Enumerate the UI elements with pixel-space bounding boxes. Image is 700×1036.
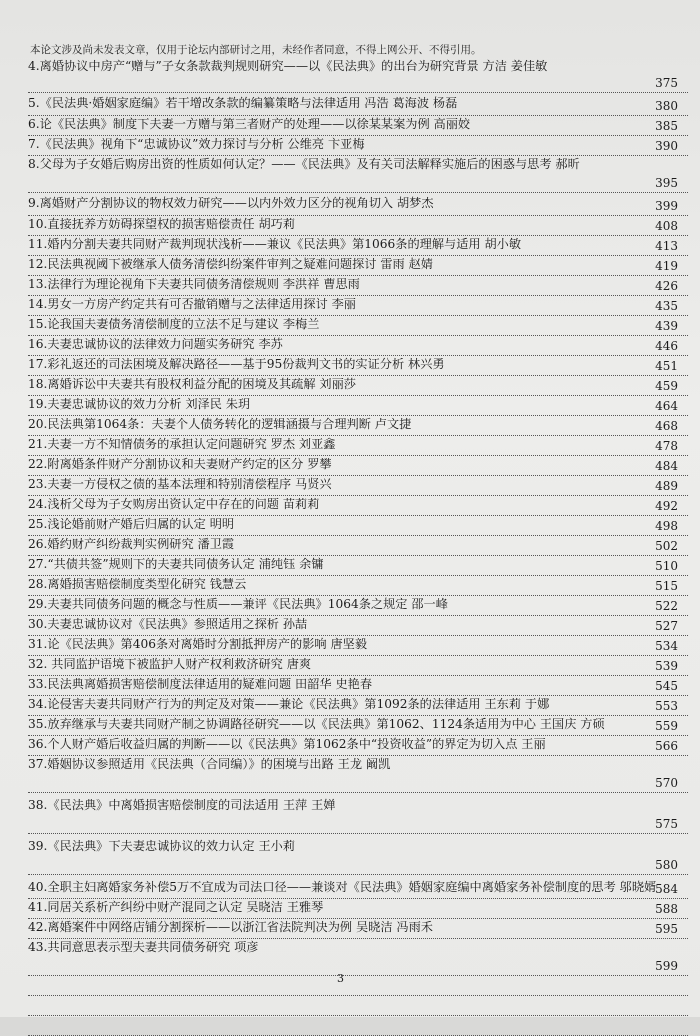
toc-entry: 39.《民法典》下夫妻忠诚协议的效力认定 王小莉 580 bbox=[28, 838, 688, 875]
toc-page-number: 588 bbox=[655, 902, 678, 916]
toc-entry: 43.共同意思表示型夫妻共同债务研究 项彦 599 bbox=[28, 939, 688, 976]
toc-entry: 42.离婚案件中网络店铺分割探析——以浙江省法院判决为例 吴晓洁 冯雨禾 595 bbox=[28, 919, 688, 939]
toc-entry: 17.彩礼返还的司法困境及解决路径——基于95份裁判文书的实证分析 林兴勇 451 bbox=[28, 356, 688, 376]
toc-entry: 29.夫妻共同债务问题的概念与性质——兼评《民法典》1064条之规定 邵一峰 522 bbox=[28, 596, 688, 616]
toc-page-number: 446 bbox=[655, 339, 678, 353]
toc-entry: 10.直接抚养方妨碍探望权的损害赔偿责任 胡巧莉 408 bbox=[28, 216, 688, 236]
toc-entry: 5.《民法典·婚姻家庭编》若干增改条款的编纂策略与法律适用 冯浩 葛海波 杨磊 380 bbox=[28, 95, 688, 116]
toc-page-number: 408 bbox=[655, 219, 678, 233]
toc-entry: 31.论《民法典》第406条对离婚时分割抵押房产的影响 唐坚毅 534 bbox=[28, 636, 688, 656]
toc-page-number: 580 bbox=[655, 858, 678, 872]
toc-entry: 14.男女一方房产约定共有可否撤销赠与之法律适用探讨 李丽 435 bbox=[28, 296, 688, 316]
toc-entry: 18.离婚诉讼中夫妻共有股权利益分配的困境及其疏解 刘丽莎 459 bbox=[28, 376, 688, 396]
toc-page-number: 566 bbox=[655, 739, 678, 753]
toc-entry: 27.“共债共签”规则下的夫妻共同债务认定 浦纯钰 余镛 510 bbox=[28, 556, 688, 576]
toc-entry: 37.婚姻协议参照适用《民法典（合同编）》的困境与出路 王龙 阚凯 570 bbox=[28, 756, 688, 793]
toc-page-number: 435 bbox=[655, 299, 678, 313]
toc-entry: 13.法律行为理论视角下夫妻共同债务清偿规则 李洪祥 曹思雨 426 bbox=[28, 276, 688, 296]
toc-entry: 28.离婚损害赔偿制度类型化研究 钱慧云 515 bbox=[28, 576, 688, 596]
toc-page-number: 399 bbox=[655, 199, 678, 213]
toc-entry: 41.同居关系析产纠纷中财产混同之认定 吴晓洁 王雅琴 588 bbox=[28, 899, 688, 919]
toc-page-number: 459 bbox=[655, 379, 678, 393]
toc-page-number: 484 bbox=[655, 459, 678, 473]
toc-entry: 7.《民法典》视角下“忠诚协议”效力探讨与分析 公维亮 卞亚梅 390 bbox=[28, 136, 688, 156]
toc-page-number: 498 bbox=[655, 519, 678, 533]
confidentiality-notice: 本论文涉及尚未发表文章，仅用于论坛内部研讨之用，未经作者同意，不得上网公开、不得引用。 bbox=[30, 44, 482, 56]
toc-entry bbox=[28, 996, 688, 1016]
toc-page-number: 545 bbox=[655, 679, 678, 693]
toc-page-number: 522 bbox=[655, 599, 678, 613]
toc-entry: 26.婚约财产纠纷裁判实例研究 潘卫霞 502 bbox=[28, 536, 688, 556]
toc-page-number: 395 bbox=[655, 176, 678, 190]
toc-page-number: 468 bbox=[655, 419, 678, 433]
toc-entry bbox=[28, 976, 688, 996]
toc-entry: 22.附离婚条件财产分割协议和夫妻财产约定的区分 罗攀 484 bbox=[28, 456, 688, 476]
toc-page-number: 489 bbox=[655, 479, 678, 493]
toc-entry: 20.民法典第1064条：夫妻个人债务转化的逻辑涵摄与合理判断 卢文捷 468 bbox=[28, 416, 688, 436]
toc-entry: 6.论《民法典》制度下夫妻一方赠与第三者财产的处理——以徐某某案为例 高丽姣 385 bbox=[28, 116, 688, 136]
toc-entry: 34.论侵害夫妻共同财产行为的判定及对策——兼论《民法典》第1092条的法律适用 王东莉 于娜 553 bbox=[28, 696, 688, 716]
toc-entry: 12.民法典视阈下被继承人债务清偿纠纷案件审判之疑难问题探讨 雷雨 赵婧 419 bbox=[28, 256, 688, 276]
toc-entry: 11.婚内分割夫妻共同财产裁判现状浅析——兼议《民法典》第1066条的理解与适用 胡小敏 413 bbox=[28, 236, 688, 256]
toc-page-number: 599 bbox=[655, 959, 678, 973]
toc-entry: 36.个人财产婚后收益归属的判断——以《民法典》第1062条中“投资收益”的界定为切入点 王丽 566 bbox=[28, 736, 688, 756]
toc-page-number: 553 bbox=[655, 699, 678, 713]
toc-page-number: 595 bbox=[655, 922, 678, 936]
toc-page-number: 527 bbox=[655, 619, 678, 633]
toc-entry bbox=[28, 1016, 688, 1036]
toc-page-number: 570 bbox=[655, 776, 678, 790]
toc-entry: 24.浅析父母为子女购房出资认定中存在的问题 苗莉莉 492 bbox=[28, 496, 688, 516]
toc-page-number: 539 bbox=[655, 659, 678, 673]
toc-page-number: 439 bbox=[655, 319, 678, 333]
toc-page-number: 426 bbox=[655, 279, 678, 293]
toc-entry: 16.夫妻忠诚协议的法律效力问题实务研究 李苏 446 bbox=[28, 336, 688, 356]
toc-page-number: 575 bbox=[655, 817, 678, 831]
toc-page-number: 534 bbox=[655, 639, 678, 653]
toc-entry: 4.离婚协议中房产“赠与”子女条款裁判规则研究——以《民法典》的出台为研究背景 方洁 姜佳敏 375 bbox=[28, 58, 688, 93]
toc-entry: 30.夫妻忠诚协议对《民法典》参照适用之探析 孙喆 527 bbox=[28, 616, 688, 636]
toc-page-number: 385 bbox=[655, 119, 678, 133]
toc-entry: 25.浅论婚前财产婚后归属的认定 明明 498 bbox=[28, 516, 688, 536]
table-of-contents bbox=[28, 58, 688, 1036]
toc-entry: 40.全职主妇离婚家务补偿5万不宜成为司法口径——兼谈对《民法典》婚姻家庭编中离婚家务补偿制度的思考 邬晓婿 584 bbox=[28, 879, 688, 899]
toc-page-number: 451 bbox=[655, 359, 678, 373]
toc-page-number: 502 bbox=[655, 539, 678, 553]
toc-page-number: 413 bbox=[655, 239, 678, 253]
toc-page-number: 464 bbox=[655, 399, 678, 413]
toc-page-number: 510 bbox=[655, 559, 678, 573]
toc-entry: 15.论我国夫妻债务清偿制度的立法不足与建议 李梅兰 439 bbox=[28, 316, 688, 336]
toc-page-number: 492 bbox=[655, 499, 678, 513]
toc-entry: 9.离婚财产分割协议的物权效力研究——以内外效力区分的视角切入 胡梦杰 399 bbox=[28, 195, 688, 216]
toc-page-number: 380 bbox=[655, 99, 678, 113]
toc-page-number: 559 bbox=[655, 719, 678, 733]
toc-entry: 32. 共同监护语境下被监护人财产权利救济研究 唐爽 539 bbox=[28, 656, 688, 676]
toc-entry: 8.父母为子女婚后购房出资的性质如何认定？——《民法典》及有关司法解释实施后的困惑与思考 郝昕 395 bbox=[28, 156, 688, 193]
toc-page-number: 584 bbox=[655, 882, 678, 896]
toc-entry: 21.夫妻一方不知情债务的承担认定问题研究 罗杰 刘亚鑫 478 bbox=[28, 436, 688, 456]
toc-entry: 23.夫妻一方侵权之债的基本法理和特别清偿程序 马贤兴 489 bbox=[28, 476, 688, 496]
toc-page-number: 515 bbox=[655, 579, 678, 593]
toc-page-number: 390 bbox=[655, 139, 678, 153]
page-number: 3 bbox=[337, 972, 344, 985]
toc-entry: 38.《民法典》中离婚损害赔偿制度的司法适用 王萍 王婵 575 bbox=[28, 797, 688, 834]
toc-page-number: 419 bbox=[655, 259, 678, 273]
toc-entry: 35.放弃继承与夫妻共同财产制之协调路径研究——以《民法典》第1062、1124条适用为中心 王国庆 方硕 559 bbox=[28, 716, 688, 736]
toc-page-number: 375 bbox=[655, 76, 678, 90]
toc-entry: 33.民法典离婚损害赔偿制度法律适用的疑难问题 田韶华 史艳春 545 bbox=[28, 676, 688, 696]
toc-entry: 19.夫妻忠诚协议的效力分析 刘泽民 朱玥 464 bbox=[28, 396, 688, 416]
toc-page-number: 478 bbox=[655, 439, 678, 453]
